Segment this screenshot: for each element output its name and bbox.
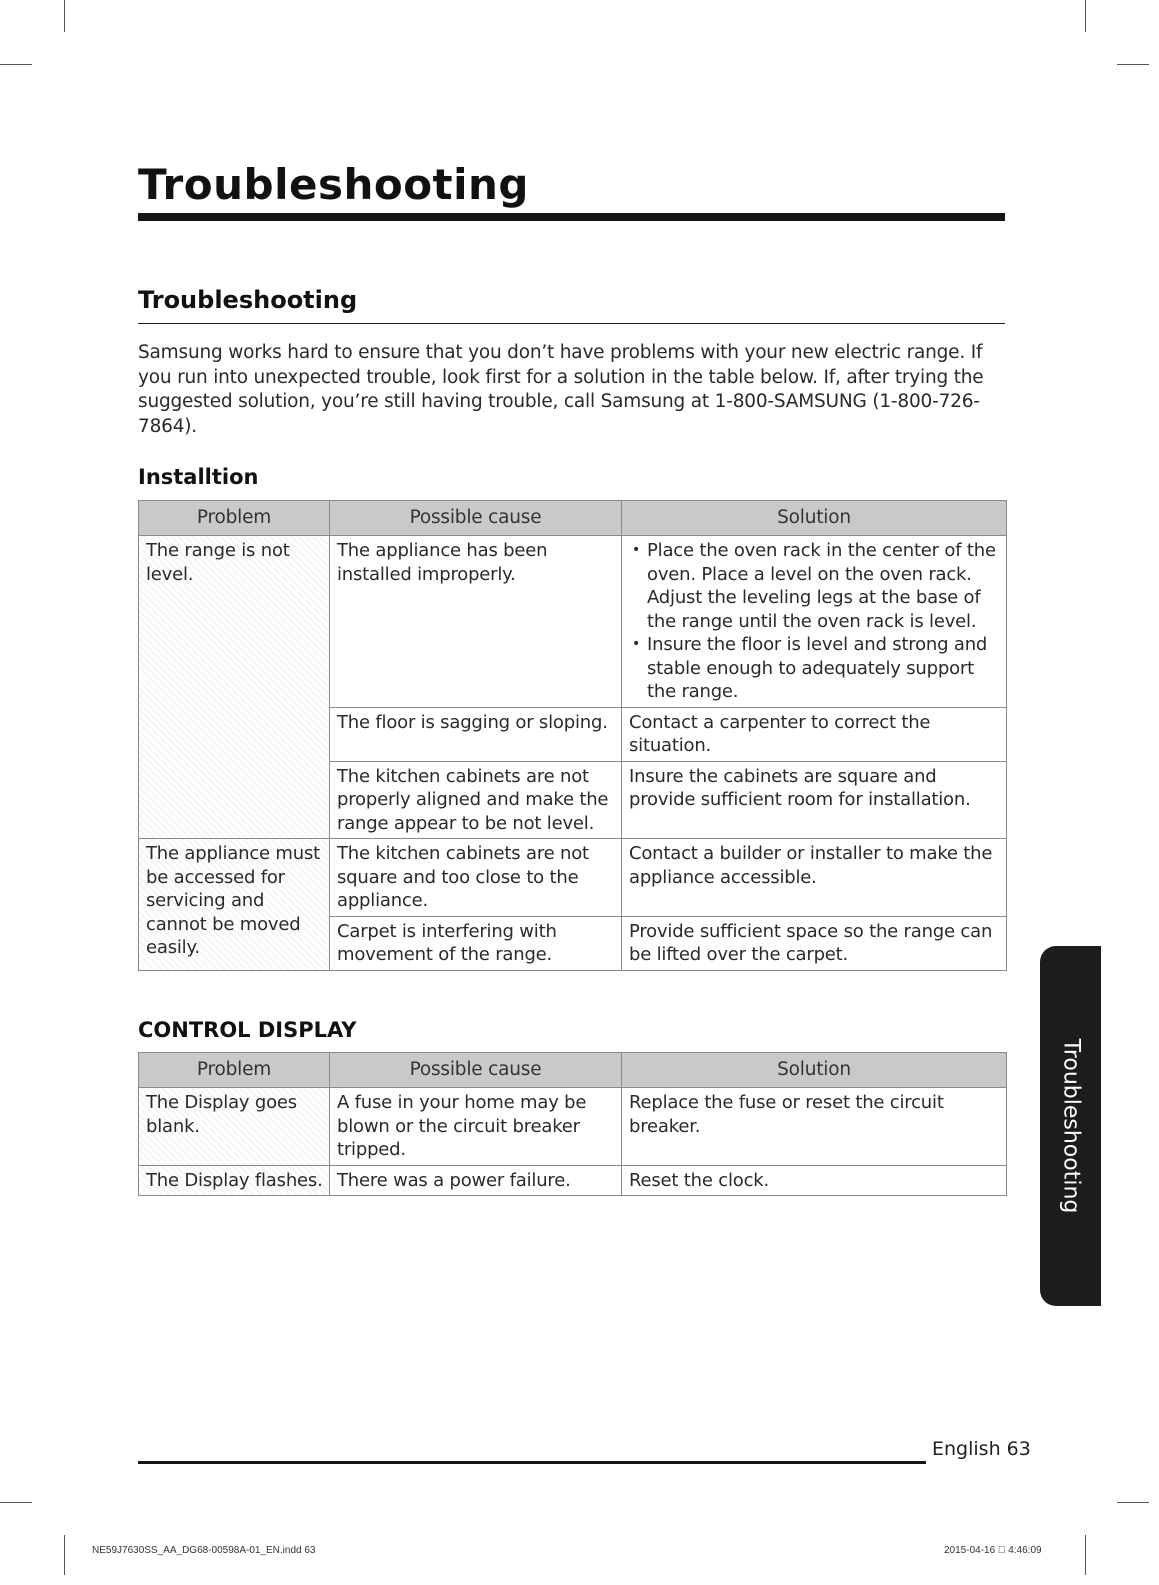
side-tab-label: Troubleshooting [1058, 1038, 1083, 1214]
solution-cell: Insure the cabinets are square and provide sufficient room for installation. [622, 761, 1007, 839]
table-row [139, 839, 1007, 917]
crop-mark [1085, 0, 1086, 32]
cause-cell: The floor is sagging or sloping. [330, 707, 622, 761]
cause-cell: The kitchen cabinets are not square and too close to the appliance. [330, 839, 622, 917]
installation-table [138, 500, 1007, 971]
table-header-row [139, 1053, 1007, 1088]
solution-bullet: • Insure the floor is level and strong and stable enough to adequately support the range. [647, 633, 1002, 704]
header-possible-cause: Possible cause [330, 1053, 622, 1088]
cause-cell: A fuse in your home may be blown or the circuit breaker tripped. [330, 1088, 622, 1166]
crop-mark [64, 0, 65, 32]
installation-heading: Installtion [138, 465, 259, 489]
problem-cell: The Display flashes. [139, 1165, 330, 1196]
print-slug-file: NE59J7630SS_AA_DG68-00598A-01_EN.indd 63 [92, 1545, 316, 1556]
problem-cell: The Display goes blank. [139, 1088, 330, 1166]
title-rule [138, 213, 1005, 221]
cause-cell: Carpet is interfering with movement of the range. [330, 916, 622, 970]
solution-list [629, 539, 1002, 704]
footer-rule [138, 1461, 926, 1464]
table-header-row [139, 501, 1007, 536]
table-row [139, 1088, 1007, 1166]
problem-cell: The appliance must be accessed for servicing and cannot be moved easily. [139, 839, 330, 971]
crop-mark [1117, 1502, 1149, 1503]
intro-paragraph: Samsung works hard to ensure that you don’t have problems with your new electric range. If you run into unexpected trouble, look first for a solution in the table below. If, after trying the suggested solution, you’re still having trouble, call Samsung at 1-800-SAMSUNG (1-800-726-7864). [138, 342, 984, 437]
solution-cell: Provide sufficient space so the range can be lifted over the carpet. [622, 916, 1007, 970]
solution-cell: Replace the fuse or reset the circuit breaker. [622, 1088, 1007, 1166]
cause-cell: The kitchen cabinets are not properly aligned and make the range appear to be not level. [330, 761, 622, 839]
control-display-table [138, 1052, 1007, 1196]
section-rule [138, 323, 1005, 324]
crop-mark [0, 64, 32, 65]
crop-mark [0, 1502, 32, 1503]
print-slug-date: 2015-04-16 ￿ 4:46:09 [944, 1545, 1042, 1556]
header-solution: Solution [622, 501, 1007, 536]
header-possible-cause: Possible cause [330, 501, 622, 536]
solution-cell: Contact a builder or installer to make the appliance accessible. [622, 839, 1007, 917]
solution-cell: Contact a carpenter to correct the situation. [622, 707, 1007, 761]
table-row [139, 1165, 1007, 1196]
crop-mark [1085, 1535, 1086, 1575]
control-display-heading: CONTROL DISPLAY [138, 1018, 357, 1042]
crop-mark [1117, 64, 1149, 65]
crop-mark [64, 1535, 65, 1575]
solution-cell: Reset the clock. [622, 1165, 1007, 1196]
page-title: Troubleshooting [138, 160, 529, 209]
problem-cell: The range is not level. [139, 536, 330, 839]
header-problem: Problem [139, 1053, 330, 1088]
section-title: Troubleshooting [138, 286, 358, 314]
cause-cell: There was a power failure. [330, 1165, 622, 1196]
solution-bullet: • Place the oven rack in the center of the oven. Place a level on the oven rack. Adjust the leveling legs at the base of the range until the oven rack is level. [647, 539, 1002, 633]
table-row [139, 536, 1007, 708]
header-problem: Problem [139, 501, 330, 536]
side-section-tab [1040, 946, 1101, 1306]
solution-cell [622, 536, 1007, 708]
cause-cell: The appliance has been installed improperly. [330, 536, 622, 708]
header-solution: Solution [622, 1053, 1007, 1088]
page-number: English 63 [932, 1438, 1031, 1460]
